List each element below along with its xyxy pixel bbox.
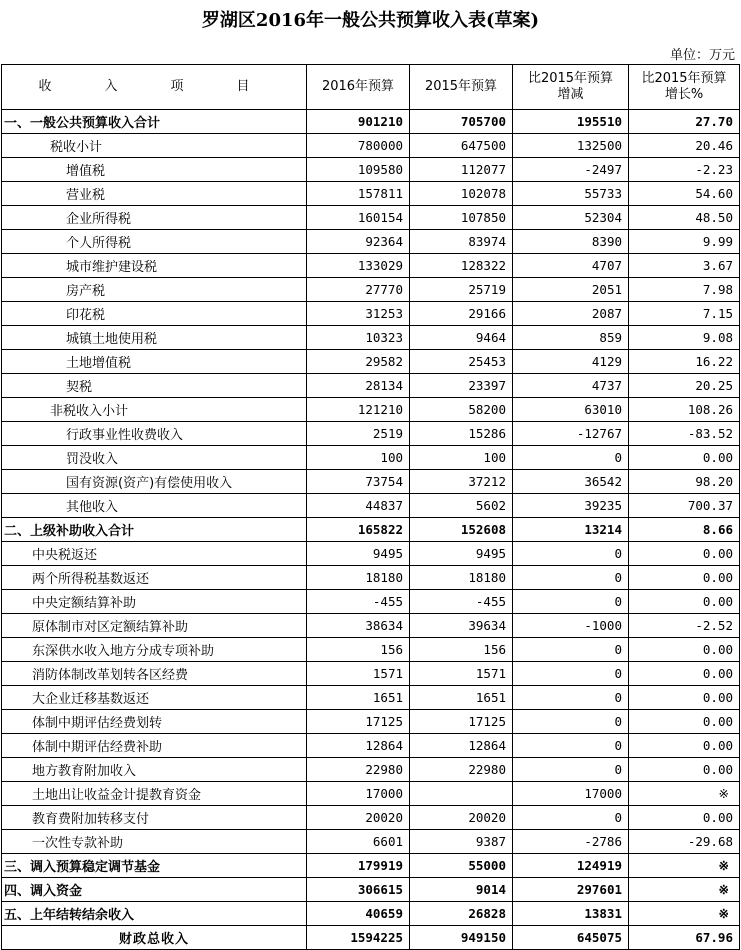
row-label: 地方教育附加收入 — [2, 758, 307, 782]
cell-diff: 4737 — [513, 374, 629, 398]
cell-2016-budget: 1594225 — [307, 926, 410, 950]
table-row — [2, 782, 740, 806]
row-label: 国有资源(资产)有偿使用收入 — [2, 470, 307, 494]
cell-2016-budget: 156 — [307, 638, 410, 662]
table-header — [2, 65, 740, 110]
table-row — [2, 254, 740, 278]
table-row — [2, 614, 740, 638]
cell-growth-pct: 0.00 — [629, 590, 740, 614]
cell-2016-budget: 109580 — [307, 158, 410, 182]
row-label: 印花税 — [2, 302, 307, 326]
cell-2016-budget: 92364 — [307, 230, 410, 254]
cell-2016-budget: -455 — [307, 590, 410, 614]
cell-growth-pct: 108.26 — [629, 398, 740, 422]
header-diff-text: 比2015年预算 增减 — [527, 71, 614, 102]
cell-2015-budget — [410, 782, 513, 806]
cell-2016-budget: 100 — [307, 446, 410, 470]
row-label: 城市维护建设税 — [2, 254, 307, 278]
table-row — [2, 206, 740, 230]
cell-2016-budget: 6601 — [307, 830, 410, 854]
cell-2015-budget: 9014 — [410, 878, 513, 902]
cell-growth-pct: ※ — [629, 902, 740, 926]
table-row — [2, 182, 740, 206]
cell-2016-budget: 31253 — [307, 302, 410, 326]
cell-2016-budget: 22980 — [307, 758, 410, 782]
cell-diff: 124919 — [513, 854, 629, 878]
cell-2015-budget: 949150 — [410, 926, 513, 950]
cell-growth-pct: -29.68 — [629, 830, 740, 854]
cell-diff: 0 — [513, 734, 629, 758]
header-pct-text: 比2015年预算 增长% — [641, 71, 727, 102]
cell-diff: 195510 — [513, 110, 629, 134]
cell-2015-budget: -455 — [410, 590, 513, 614]
cell-2015-budget: 112077 — [410, 158, 513, 182]
table-row — [2, 518, 740, 542]
table-row — [2, 590, 740, 614]
cell-2015-budget: 17125 — [410, 710, 513, 734]
cell-growth-pct: 0.00 — [629, 566, 740, 590]
cell-2016-budget: 17000 — [307, 782, 410, 806]
cell-2015-budget: 128322 — [410, 254, 513, 278]
row-label: 城镇土地使用税 — [2, 326, 307, 350]
cell-2015-budget: 20020 — [410, 806, 513, 830]
cell-2016-budget: 20020 — [307, 806, 410, 830]
cell-growth-pct: 8.66 — [629, 518, 740, 542]
cell-2015-budget: 100 — [410, 446, 513, 470]
header-pct — [629, 65, 740, 110]
cell-diff: 0 — [513, 446, 629, 470]
table-row — [2, 806, 740, 830]
table-row — [2, 230, 740, 254]
cell-diff: 0 — [513, 542, 629, 566]
cell-2016-budget: 38634 — [307, 614, 410, 638]
cell-2016-budget: 10323 — [307, 326, 410, 350]
table-row — [2, 734, 740, 758]
cell-2016-budget: 1571 — [307, 662, 410, 686]
cell-2015-budget: 39634 — [410, 614, 513, 638]
cell-diff: 52304 — [513, 206, 629, 230]
cell-growth-pct: 9.99 — [629, 230, 740, 254]
cell-diff: 0 — [513, 638, 629, 662]
row-label: 其他收入 — [2, 494, 307, 518]
cell-diff: 4129 — [513, 350, 629, 374]
table-row — [2, 854, 740, 878]
header-diff — [513, 65, 629, 110]
budget-table — [1, 64, 740, 950]
cell-diff: 13214 — [513, 518, 629, 542]
cell-growth-pct: 20.46 — [629, 134, 740, 158]
cell-diff: -2786 — [513, 830, 629, 854]
cell-growth-pct: 3.67 — [629, 254, 740, 278]
table-row — [2, 878, 740, 902]
cell-diff: 13831 — [513, 902, 629, 926]
table-row — [2, 686, 740, 710]
cell-growth-pct: -83.52 — [629, 422, 740, 446]
header-item: 收 入 项 目 — [2, 65, 307, 110]
table-row — [2, 662, 740, 686]
cell-growth-pct: 27.70 — [629, 110, 740, 134]
cell-diff: 0 — [513, 590, 629, 614]
cell-growth-pct: 0.00 — [629, 446, 740, 470]
cell-2015-budget: 37212 — [410, 470, 513, 494]
cell-2015-budget: 55000 — [410, 854, 513, 878]
cell-growth-pct: 67.96 — [629, 926, 740, 950]
table-body — [2, 110, 740, 950]
cell-2015-budget: 26828 — [410, 902, 513, 926]
cell-growth-pct: 0.00 — [629, 758, 740, 782]
cell-growth-pct: 7.15 — [629, 302, 740, 326]
table-row — [2, 422, 740, 446]
cell-growth-pct: 48.50 — [629, 206, 740, 230]
cell-2015-budget: 83974 — [410, 230, 513, 254]
cell-2015-budget: 23397 — [410, 374, 513, 398]
cell-growth-pct: 20.25 — [629, 374, 740, 398]
row-label: 个人所得税 — [2, 230, 307, 254]
row-label: 原体制市对区定额结算补助 — [2, 614, 307, 638]
row-label: 中央定额结算补助 — [2, 590, 307, 614]
header-2015: 2015年预算 — [410, 65, 513, 110]
cell-growth-pct: 0.00 — [629, 542, 740, 566]
row-label: 三、调入预算稳定调节基金 — [2, 854, 307, 878]
cell-2016-budget: 29582 — [307, 350, 410, 374]
cell-2016-budget: 9495 — [307, 542, 410, 566]
cell-diff: 0 — [513, 710, 629, 734]
cell-growth-pct: 700.37 — [629, 494, 740, 518]
cell-2015-budget: 25719 — [410, 278, 513, 302]
table-row — [2, 566, 740, 590]
cell-diff: 39235 — [513, 494, 629, 518]
cell-growth-pct: 98.20 — [629, 470, 740, 494]
cell-2015-budget: 647500 — [410, 134, 513, 158]
cell-diff: 2087 — [513, 302, 629, 326]
row-label: 行政事业性收费收入 — [2, 422, 307, 446]
cell-2015-budget: 9464 — [410, 326, 513, 350]
cell-diff: 132500 — [513, 134, 629, 158]
row-label: 教育费附加转移支付 — [2, 806, 307, 830]
row-label: 一次性专款补助 — [2, 830, 307, 854]
table-row — [2, 374, 740, 398]
row-label: 一、一般公共预算收入合计 — [2, 110, 307, 134]
row-label: 大企业迁移基数返还 — [2, 686, 307, 710]
cell-2016-budget: 12864 — [307, 734, 410, 758]
row-label: 财政总收入 — [2, 926, 307, 950]
cell-2015-budget: 9387 — [410, 830, 513, 854]
table-row — [2, 470, 740, 494]
row-label: 房产税 — [2, 278, 307, 302]
row-label: 消防体制改革划转各区经费 — [2, 662, 307, 686]
cell-2016-budget: 73754 — [307, 470, 410, 494]
cell-diff: 645075 — [513, 926, 629, 950]
table-row — [2, 278, 740, 302]
cell-diff: 8390 — [513, 230, 629, 254]
row-label: 体制中期评估经费补助 — [2, 734, 307, 758]
row-label: 五、上年结转结余收入 — [2, 902, 307, 926]
row-label: 东深供水收入地方分成专项补助 — [2, 638, 307, 662]
cell-growth-pct: ※ — [629, 782, 740, 806]
cell-2015-budget: 12864 — [410, 734, 513, 758]
row-label: 体制中期评估经费划转 — [2, 710, 307, 734]
cell-growth-pct: 0.00 — [629, 686, 740, 710]
cell-2015-budget: 107850 — [410, 206, 513, 230]
cell-diff: 0 — [513, 806, 629, 830]
cell-2015-budget: 705700 — [410, 110, 513, 134]
cell-2015-budget: 156 — [410, 638, 513, 662]
cell-growth-pct: -2.52 — [629, 614, 740, 638]
table-row — [2, 158, 740, 182]
page-title: 罗湖区2016年一般公共预算收入表(草案) — [201, 10, 540, 31]
cell-2016-budget: 165822 — [307, 518, 410, 542]
row-label: 罚没收入 — [2, 446, 307, 470]
row-label: 两个所得税基数返还 — [2, 566, 307, 590]
row-label: 企业所得税 — [2, 206, 307, 230]
cell-2015-budget: 102078 — [410, 182, 513, 206]
cell-diff: 859 — [513, 326, 629, 350]
table-row — [2, 446, 740, 470]
cell-diff: -2497 — [513, 158, 629, 182]
cell-diff: 0 — [513, 758, 629, 782]
cell-diff: 0 — [513, 686, 629, 710]
cell-2015-budget: 1571 — [410, 662, 513, 686]
cell-diff: 36542 — [513, 470, 629, 494]
table-row — [2, 326, 740, 350]
table-row — [2, 638, 740, 662]
table-row — [2, 494, 740, 518]
row-label: 土地出让收益金计提教育资金 — [2, 782, 307, 806]
cell-2016-budget: 157811 — [307, 182, 410, 206]
cell-diff: -1000 — [513, 614, 629, 638]
table-row — [2, 134, 740, 158]
cell-diff: 17000 — [513, 782, 629, 806]
table-row — [2, 302, 740, 326]
cell-growth-pct: 0.00 — [629, 638, 740, 662]
table-row — [2, 110, 740, 134]
cell-diff: 0 — [513, 662, 629, 686]
cell-2016-budget: 18180 — [307, 566, 410, 590]
cell-growth-pct: 7.98 — [629, 278, 740, 302]
cell-2016-budget: 121210 — [307, 398, 410, 422]
cell-diff: 4707 — [513, 254, 629, 278]
cell-growth-pct: ※ — [629, 854, 740, 878]
table-row — [2, 902, 740, 926]
cell-2016-budget: 133029 — [307, 254, 410, 278]
table-row — [2, 758, 740, 782]
cell-growth-pct: 9.08 — [629, 326, 740, 350]
cell-2016-budget: 901210 — [307, 110, 410, 134]
row-label: 二、上级补助收入合计 — [2, 518, 307, 542]
cell-diff: -12767 — [513, 422, 629, 446]
table-row — [2, 710, 740, 734]
cell-growth-pct: 16.22 — [629, 350, 740, 374]
cell-diff: 63010 — [513, 398, 629, 422]
cell-growth-pct: 0.00 — [629, 662, 740, 686]
cell-2016-budget: 780000 — [307, 134, 410, 158]
row-label: 税收小计 — [2, 134, 307, 158]
row-label: 增值税 — [2, 158, 307, 182]
row-label: 四、调入资金 — [2, 878, 307, 902]
cell-growth-pct: ※ — [629, 878, 740, 902]
cell-2016-budget: 17125 — [307, 710, 410, 734]
cell-2016-budget: 40659 — [307, 902, 410, 926]
table-row — [2, 398, 740, 422]
unit-label: 单位：万元 — [669, 48, 735, 63]
cell-2016-budget: 160154 — [307, 206, 410, 230]
cell-diff: 55733 — [513, 182, 629, 206]
cell-2016-budget: 179919 — [307, 854, 410, 878]
cell-2015-budget: 18180 — [410, 566, 513, 590]
cell-2015-budget: 152608 — [410, 518, 513, 542]
cell-2016-budget: 44837 — [307, 494, 410, 518]
row-label: 土地增值税 — [2, 350, 307, 374]
cell-2015-budget: 58200 — [410, 398, 513, 422]
cell-growth-pct: 0.00 — [629, 806, 740, 830]
cell-2016-budget: 306615 — [307, 878, 410, 902]
cell-2016-budget: 1651 — [307, 686, 410, 710]
row-label: 中央税返还 — [2, 542, 307, 566]
cell-diff: 297601 — [513, 878, 629, 902]
cell-diff: 2051 — [513, 278, 629, 302]
cell-2016-budget: 27770 — [307, 278, 410, 302]
table-row — [2, 542, 740, 566]
cell-2015-budget: 1651 — [410, 686, 513, 710]
cell-growth-pct: 0.00 — [629, 734, 740, 758]
cell-2015-budget: 9495 — [410, 542, 513, 566]
header-2016: 2016年预算 — [307, 65, 410, 110]
table-row — [2, 350, 740, 374]
cell-2015-budget: 29166 — [410, 302, 513, 326]
cell-growth-pct: 0.00 — [629, 710, 740, 734]
cell-2016-budget: 2519 — [307, 422, 410, 446]
row-label: 契税 — [2, 374, 307, 398]
table-row — [2, 830, 740, 854]
cell-diff: 0 — [513, 566, 629, 590]
cell-growth-pct: -2.23 — [629, 158, 740, 182]
row-label: 非税收入小计 — [2, 398, 307, 422]
cell-2015-budget: 25453 — [410, 350, 513, 374]
row-label: 营业税 — [2, 182, 307, 206]
cell-2015-budget: 5602 — [410, 494, 513, 518]
cell-growth-pct: 54.60 — [629, 182, 740, 206]
cell-2015-budget: 22980 — [410, 758, 513, 782]
cell-2015-budget: 15286 — [410, 422, 513, 446]
cell-2016-budget: 28134 — [307, 374, 410, 398]
